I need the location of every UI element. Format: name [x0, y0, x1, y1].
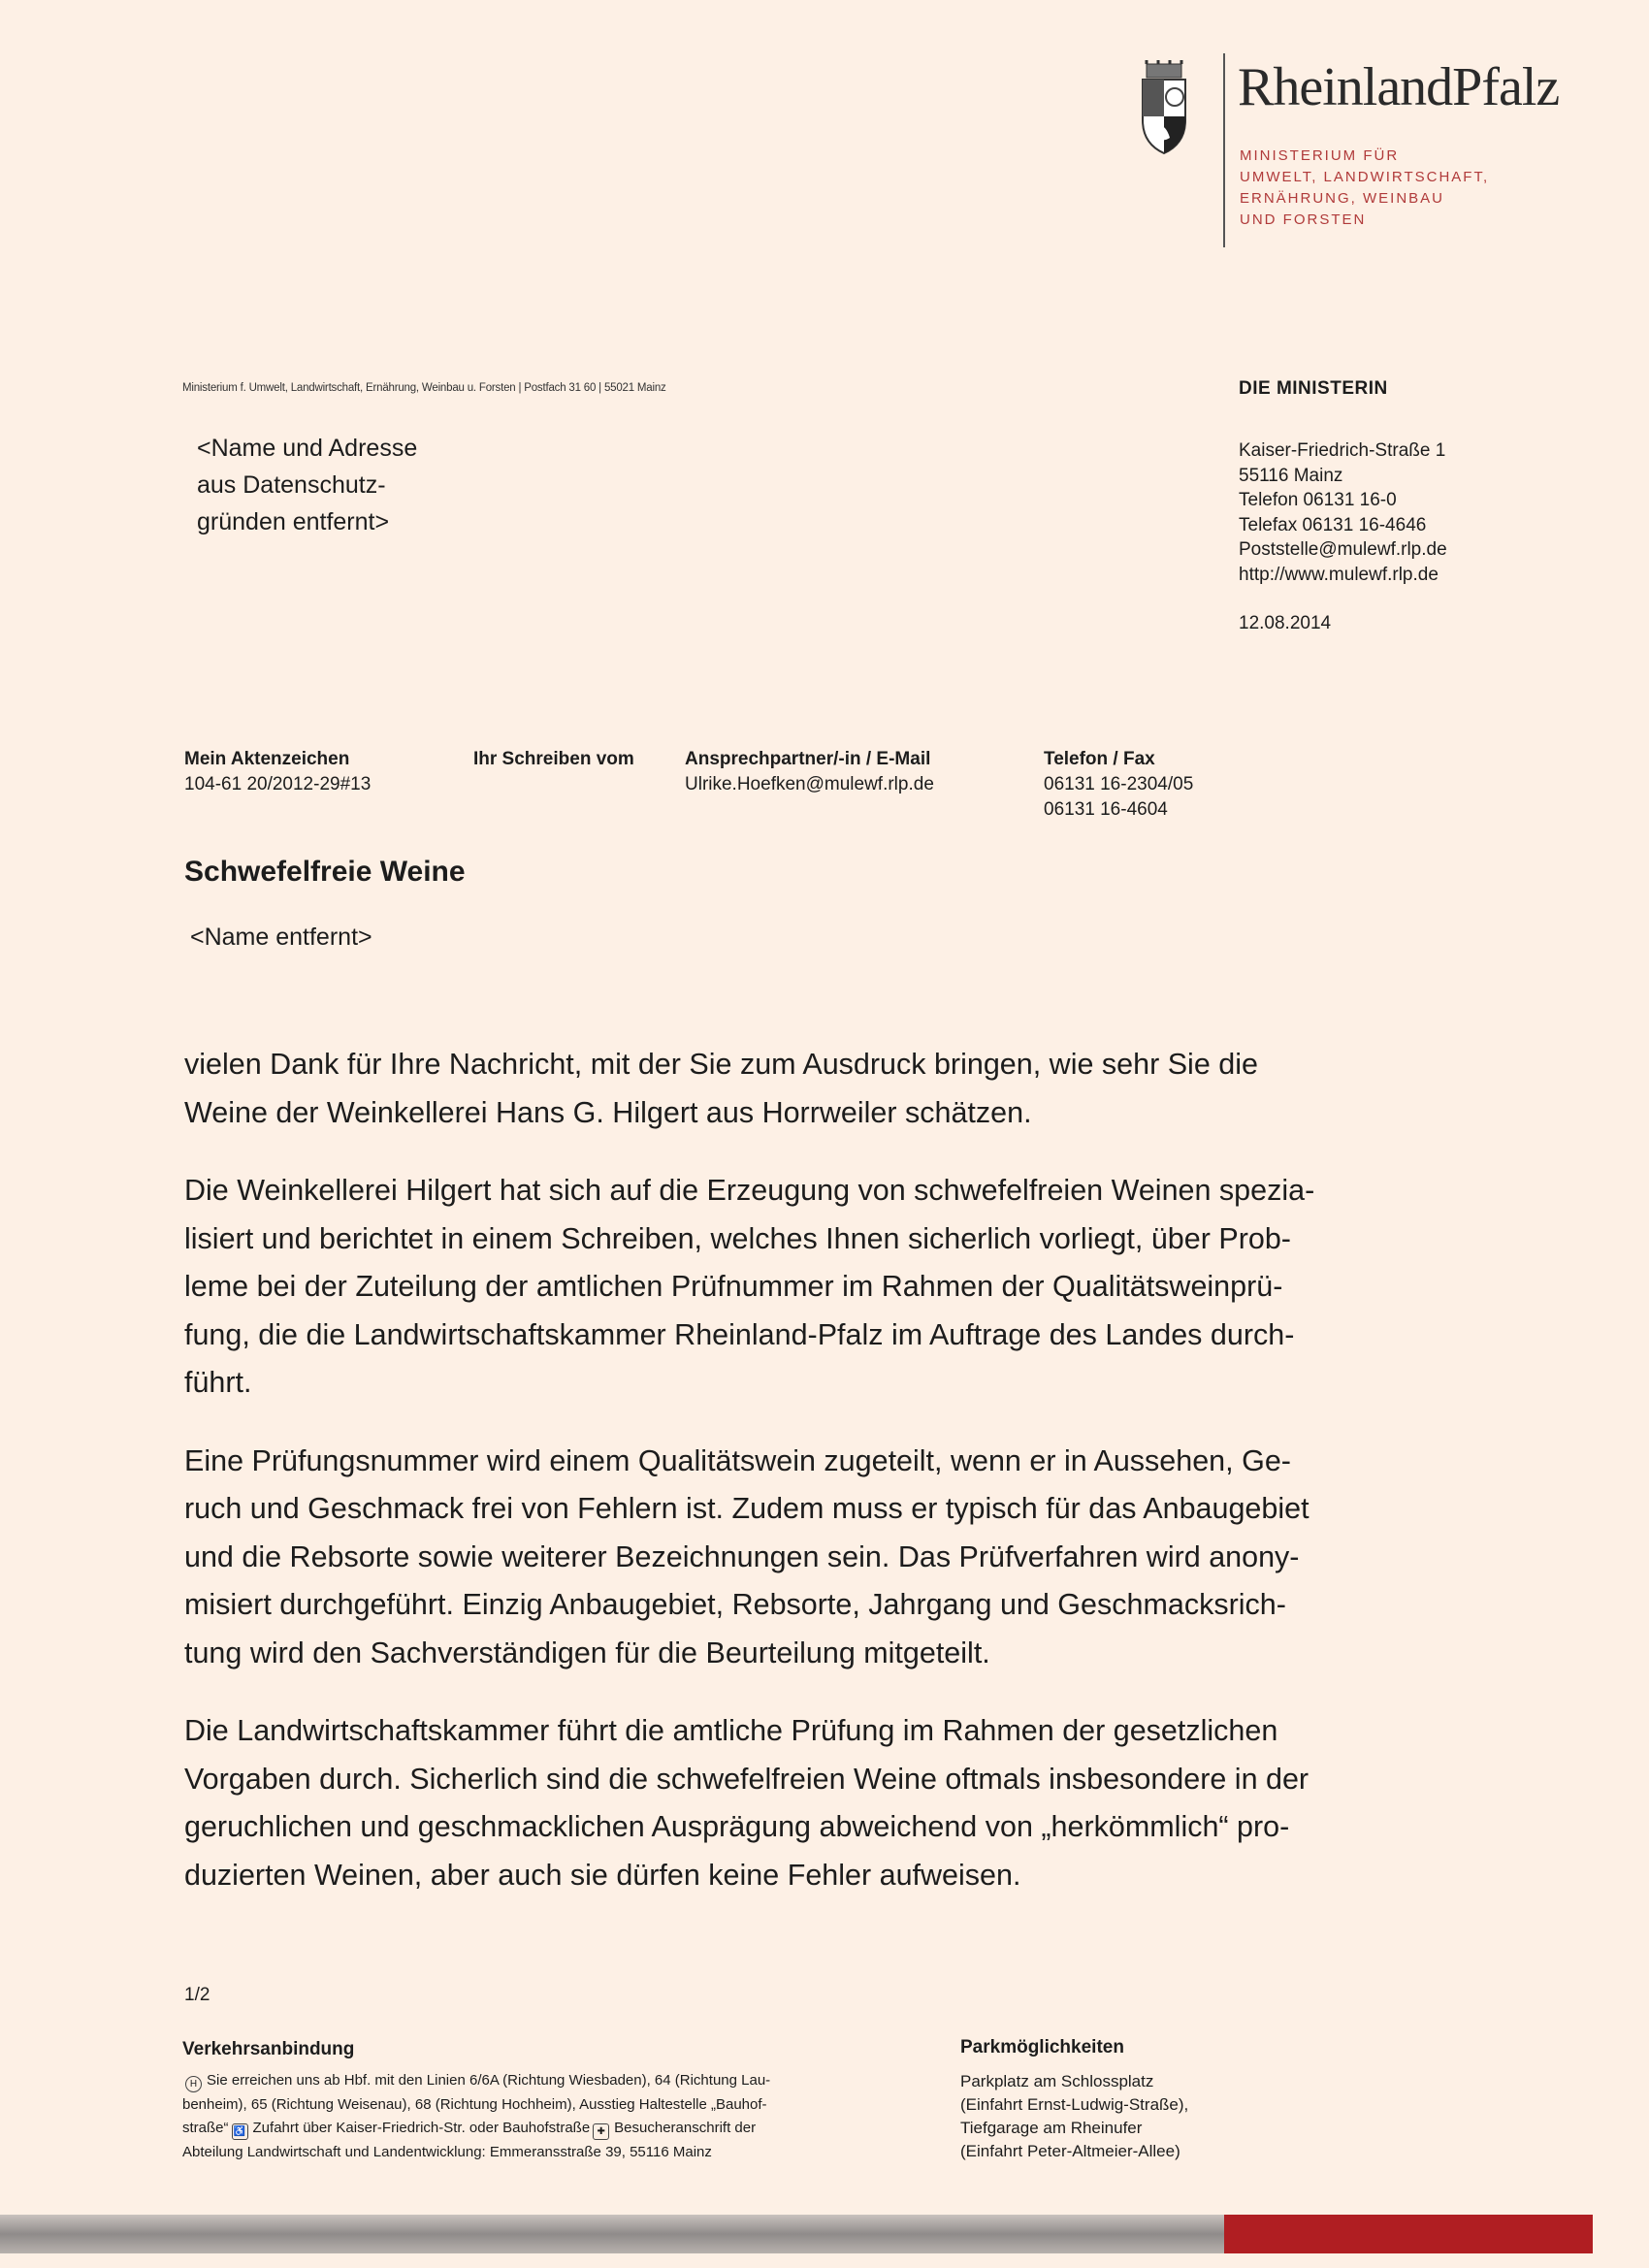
- transport-heading: Verkehrsanbindung: [182, 2039, 355, 2059]
- body-line: fung, die die Landwirtschaftskammer Rheinland-Pfalz im Auftrage des Landes durch-: [184, 1317, 1295, 1351]
- footer-gray-bar: [0, 2215, 1224, 2253]
- reference-contact-person: [685, 747, 934, 797]
- ministry-name-line: UND FORSTEN: [1240, 211, 1367, 228]
- footer-red-bar: [1224, 2215, 1593, 2253]
- reference-your-letter: [473, 747, 634, 772]
- page-number: 1/2: [184, 1985, 210, 2005]
- reference-phone-fax: [1044, 747, 1193, 823]
- reference-value: 104-61 20/2012-29#13: [184, 774, 372, 794]
- letter-body: [184, 1011, 1455, 1929]
- reference-fax: 06131 16-4604: [1044, 799, 1168, 820]
- recipient-line: gründen entfernt>: [197, 508, 390, 535]
- bus-stop-icon: H: [185, 2076, 202, 2092]
- contact-street: Kaiser-Friedrich-Straße 1: [1239, 440, 1446, 461]
- contact-phone: Telefon 06131 16-0: [1239, 490, 1397, 510]
- ministry-name: [1240, 146, 1489, 231]
- body-line: misiert durchgeführt. Einzig Anbaugebiet, Rebsorte, Jahrgang und Geschmacksrich-: [184, 1588, 1286, 1621]
- body-line: geruchlichen und geschmacklichen Ausprägung abweichend von „herkömmlich“ pro-: [184, 1810, 1290, 1843]
- state-wordmark: RheinlandPfalz: [1238, 57, 1560, 117]
- letterhead-divider: [1223, 53, 1225, 247]
- transport-line: benheim), 65 (Richtung Weisenau), 68 (Richtung Hochheim), Ausstieg Haltestelle „Bauhof-: [182, 2095, 767, 2113]
- reference-phone: 06131 16-2304/05: [1044, 774, 1194, 794]
- body-line: tung wird den Sachverständigen für die Beurteilung mitgeteilt.: [184, 1636, 990, 1669]
- reference-heading: Ansprechpartner/-in / E-Mail: [685, 749, 931, 769]
- sender-return-address: Ministerium f. Umwelt, Landwirtschaft, Ernährung, Weinbau u. Forsten | Postfach 31 60 | 55021 Mainz: [182, 382, 666, 394]
- body-line: Eine Prüfungsnummer wird einem Qualitätswein zugeteilt, wenn er in Aussehen, Ge-: [184, 1443, 1291, 1477]
- reference-file-number: [184, 747, 371, 797]
- body-line: lisiert und berichtet in einem Schreiben, welches Ihnen sicherlich vorliegt, über Prob-: [184, 1221, 1291, 1255]
- transport-line: Abteilung Landwirtschaft und Landentwicklung: Emmeransstraße 39, 55116 Mainz: [182, 2143, 712, 2160]
- reference-heading: Telefon / Fax: [1044, 749, 1155, 769]
- parking-line: Parkplatz am Schlossplatz: [960, 2072, 1154, 2090]
- transport-info: [182, 2069, 770, 2164]
- body-line: duzierten Weinen, aber auch sie dürfen keine Fehler aufweisen.: [184, 1858, 1021, 1892]
- body-line: ruch und Geschmack frei von Fehlern ist. Zudem muss er typisch für das Anbaugebiet: [184, 1492, 1310, 1525]
- letter-subject: Schwefelfreie Weine: [184, 856, 466, 888]
- contact-fax: Telefax 06131 16-4646: [1239, 514, 1427, 535]
- body-line: Die Landwirtschaftskammer führt die amtliche Prüfung im Rahmen der gesetzlichen: [184, 1714, 1278, 1747]
- recipient-line: aus Datenschutz-: [197, 471, 386, 499]
- reference-heading: Ihr Schreiben vom: [473, 749, 634, 769]
- transport-line: straße“ ♿ Zufahrt über Kaiser-Friedrich-Str. oder Bauhofstraße ✚ Besucheranschrift der: [182, 2117, 770, 2141]
- parking-line: Tiefgarage am Rheinufer: [960, 2119, 1143, 2137]
- transport-line: H Sie erreichen uns ab Hbf. mit den Linien 6/6A (Richtung Wiesbaden), 64 (Richtung Lau-: [182, 2069, 770, 2093]
- letter-date: 12.08.2014: [1239, 613, 1332, 633]
- contact-website-link[interactable]: http://www.mulewf.rlp.de: [1239, 564, 1439, 585]
- contact-email-link[interactable]: Poststelle@mulewf.rlp.de: [1239, 539, 1447, 560]
- parking-info: [960, 2070, 1188, 2163]
- contact-block: [1239, 438, 1447, 587]
- body-line: Die Weinkellerei Hilgert hat sich auf die Erzeugung von schwefelfreien Weinen spezia-: [184, 1174, 1315, 1207]
- reference-heading: Mein Aktenzeichen: [184, 749, 350, 769]
- body-line: führt.: [184, 1366, 252, 1399]
- parking-line: (Einfahrt Peter-Altmeier-Allee): [960, 2142, 1180, 2160]
- ministry-name-line: ERNÄHRUNG, WEINBAU: [1240, 190, 1445, 207]
- reference-email-link[interactable]: Ulrike.Hoefken@mulewf.rlp.de: [685, 774, 934, 794]
- body-line: und die Rebsorte sowie weiterer Bezeichnungen sein. Das Prüfverfahren wird anony-: [184, 1539, 1300, 1573]
- parking-heading: Parkmöglichkeiten: [960, 2037, 1124, 2057]
- salutation: <Name entfernt>: [190, 923, 372, 951]
- body-line: leme bei der Zuteilung der amtlichen Prüfnummer im Rahmen der Qualitätsweinprü-: [184, 1270, 1283, 1303]
- visitor-address-icon: ✚: [593, 2123, 609, 2140]
- parking-line: (Einfahrt Ernst-Ludwig-Straße),: [960, 2095, 1189, 2114]
- body-line: Weine der Weinkellerei Hans G. Hilgert aus Horrweiler schätzen.: [184, 1095, 1032, 1129]
- accessibility-icon: ♿: [232, 2123, 248, 2140]
- coat-of-arms-icon: [1135, 60, 1193, 157]
- minister-title: DIE MINISTERIN: [1239, 378, 1388, 399]
- recipient-line: <Name und Adresse: [197, 435, 418, 462]
- contact-city: 55116 Mainz: [1239, 465, 1343, 486]
- ministry-name-line: UMWELT, LANDWIRTSCHAFT,: [1240, 169, 1490, 185]
- ministry-name-line: MINISTERIUM FÜR: [1240, 147, 1400, 164]
- recipient-address: [197, 430, 417, 540]
- body-line: Vorgaben durch. Sicherlich sind die schwefelfreien Weine oftmals insbesondere in der: [184, 1762, 1310, 1796]
- body-line: vielen Dank für Ihre Nachricht, mit der Sie zum Ausdruck bringen, wie sehr Sie die: [184, 1048, 1258, 1081]
